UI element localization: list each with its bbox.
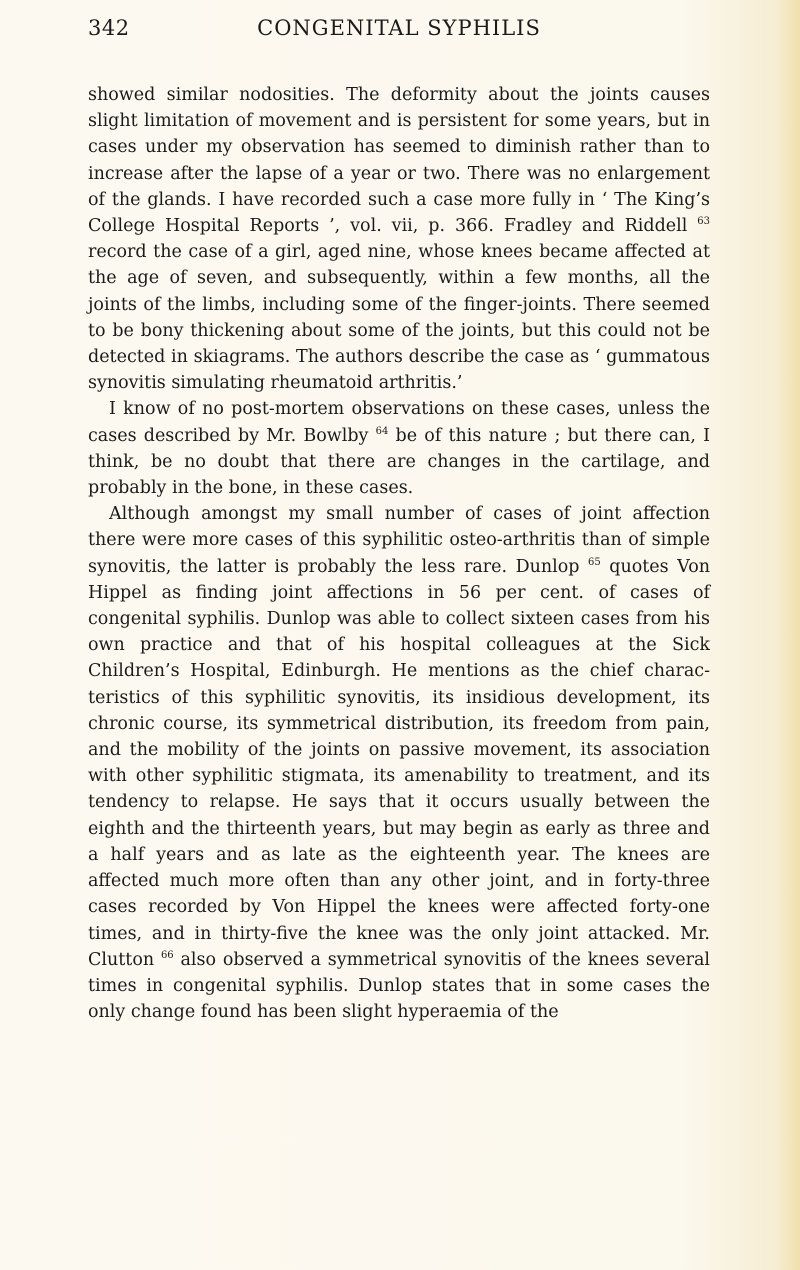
footnote-ref-66: 66 xyxy=(160,949,174,961)
body-text xyxy=(88,82,710,1025)
text-run: be of this nature ; but there can, I think, be no doubt that there are changes in the cartilage, and probably in the bone, in these cases. xyxy=(88,425,710,499)
paragraph-2 xyxy=(88,396,710,501)
page-header xyxy=(88,16,710,48)
text-run: Although amongst my small number of cases of joint affection there were more cases of this syphilitic osteo-arthritis than of simple synovitis, the latter is probably the less rare. Dunlop xyxy=(88,504,710,577)
footnote-ref-63: 63 xyxy=(697,216,710,228)
paragraph-1 xyxy=(88,82,710,396)
running-head: CONGENITAL SYPHILIS xyxy=(257,16,541,40)
text-run: I know of no post-mortem observations on these cases, unless the cases described by Mr. Bowlby xyxy=(88,399,710,446)
text-run: record the case of a girl, aged nine, whose knees became affected at the age of seven, and subsequently, within a few months, all the joints of the limbs, including some of the finger-joints. There seemed to be bony thickening about some of the joints, but this could not be detected in skiagrams. The authors describe the case as ‘ gummatous synovitis simulating rheumatoid arthritis.’ xyxy=(88,242,710,394)
text-run: also observed a symmetrical synovitis of the knees several times in congenital syphilis. Dunlop states that in some cases the only change found has been slight hyperaemia of the xyxy=(88,949,710,1023)
page-number: 342 xyxy=(88,16,130,40)
text-run: showed similar nodosities. The deformity about the joints causes slight limitation of movement and is persistent for some years, but in cases under my observation has seemed to diminish rather than to increase after the lapse of a year or two. There was no enlargement of the glands. I have recorded such a case more fully in ‘ The King’s College Hospital Reports ’, vol. vii, p. 366. Fradley and Riddell xyxy=(88,85,710,237)
text-run: quotes Von Hippel as finding joint affections in 56 per cent. of cases of congenital syphilis. Dunlop was able to collect sixteen cases from his own practice and that of his hospital colleagues at the Sick Children’s Hospital, Edinburgh. He mentions as the chief charac-teristics of this syphilitic synovitis, its insidious development, its chronic course, its symmetrical distribution, its freedom from pain, and the mobility of the joints on passive movement, its association with other syphilitic stigmata, its amenability to treatment, and its tendency to relapse. He says that it occurs usually between the eighth and the thirteenth years, but may begin as early as three and a half years and as late as the eighteenth year. The knees are affected much more often than any other joint, and in forty-three cases recorded by Von Hippel the knees were affected forty-one times, and in thirty-five the knee was the only joint attacked. Mr. Clutton xyxy=(88,556,710,970)
footnote-ref-64: 64 xyxy=(375,425,389,437)
paragraph-3 xyxy=(88,501,710,1025)
footnote-ref-65: 65 xyxy=(588,556,601,568)
